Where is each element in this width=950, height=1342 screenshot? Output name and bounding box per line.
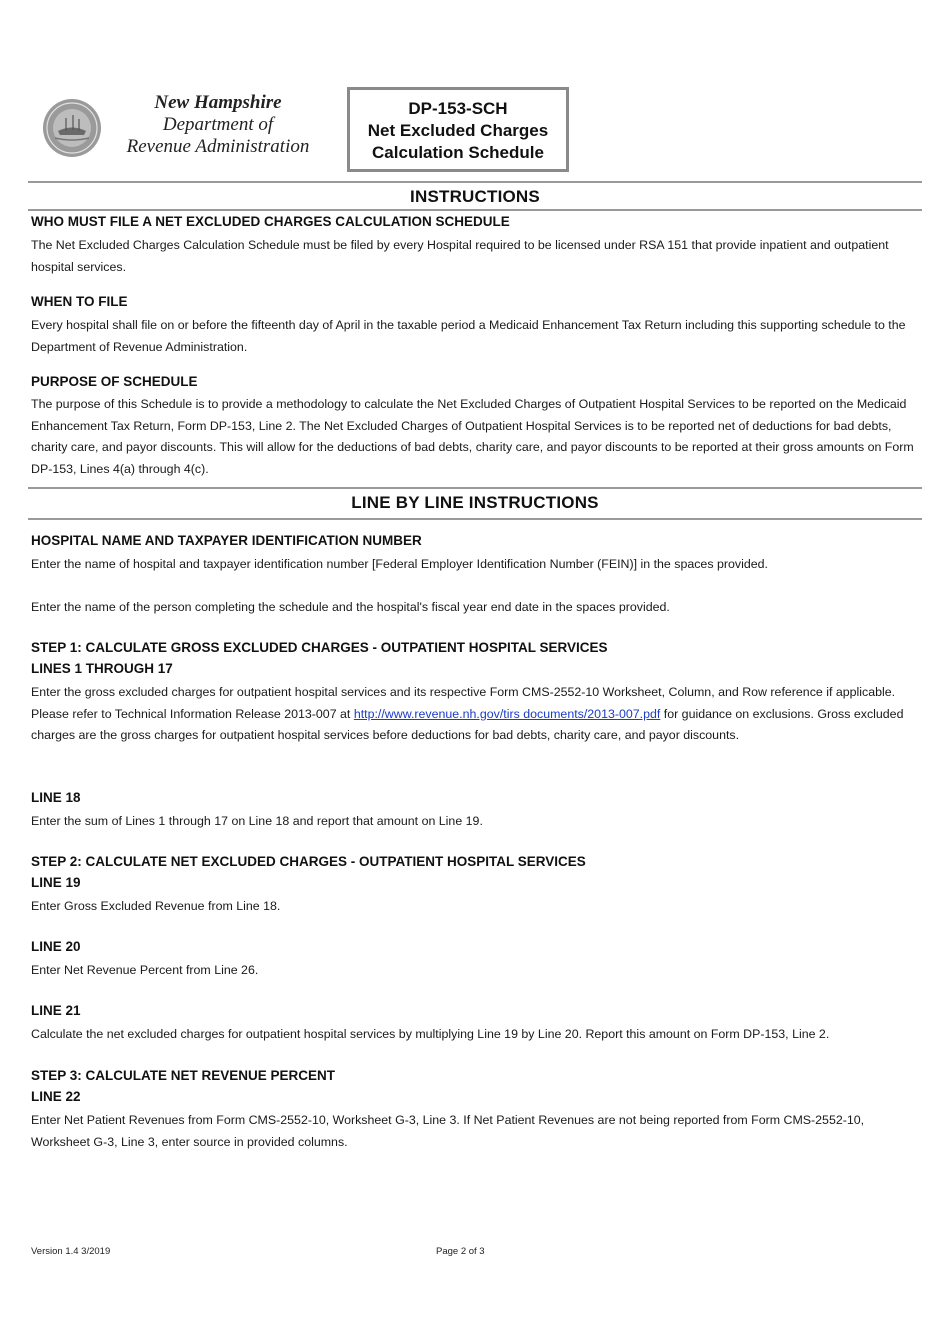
line-by-line-title: LINE BY LINE INSTRUCTIONS — [351, 493, 599, 512]
person-completing-text: Enter the name of the person completing the schedule and the hospital's fiscal year end date in the spaces provided. — [31, 600, 670, 614]
agency-dept: Department of — [162, 114, 274, 135]
form-title-line-1: Net Excluded Charges — [367, 121, 549, 140]
line22-text: Enter Net Patient Revenues from Form CMS-2552-10, Worksheet G-3, Line 3. If Net Patient Revenues are not being reported from Form CMS-2552-10, Worksheet G-3, Line 3, enter source in provided columns. — [31, 1113, 865, 1149]
divider — [28, 209, 922, 211]
agency-unit: Revenue Administration — [126, 136, 310, 157]
line18-text: Enter the sum of Lines 1 through 17 on Line 18 and report that amount on Line 19. — [31, 814, 483, 828]
who-must-file-text: The Net Excluded Charges Calculation Schedule must be filed by every Hospital required to be licensed under RSA 151 that provide inpatient and outpatient hospital services. — [31, 238, 889, 274]
divider — [28, 487, 922, 489]
line21-heading: LINE 21 — [31, 1003, 81, 1018]
step2-heading: STEP 2: CALCULATE NET EXCLUDED CHARGES - OUTPATIENT HOSPITAL SERVICES — [31, 854, 586, 869]
step3-heading: STEP 3: CALCULATE NET REVENUE PERCENT — [31, 1068, 336, 1083]
instructions-title: INSTRUCTIONS — [410, 187, 540, 206]
line20-text: Enter Net Revenue Percent from Line 26. — [31, 963, 259, 977]
step1-text-b: for guidance on exclusions. Gross excluded charges are the gross charges for outpatient hospital services before deductions for bad debts, charity care, and payor discounts. — [31, 706, 904, 742]
line19-text: Enter Gross Excluded Revenue from Line 18. — [31, 899, 281, 913]
step1-subheading: LINES 1 THROUGH 17 — [31, 661, 173, 676]
form-title-box — [347, 87, 569, 172]
who-must-file-heading: WHO MUST FILE A NET EXCLUDED CHARGES CALCULATION SCHEDULE — [31, 214, 510, 229]
divider — [28, 518, 922, 520]
form-title-line-2: Calculation Schedule — [372, 143, 544, 162]
form-number: DP-153-SCH — [408, 99, 508, 118]
version-label: Version 1.4 3/2019 — [31, 1246, 111, 1257]
purpose-heading: PURPOSE OF SCHEDULE — [31, 374, 198, 389]
line19-heading: LINE 19 — [31, 875, 81, 890]
when-to-file-heading: WHEN TO FILE — [31, 294, 128, 309]
page-number: Page 2 of 3 — [436, 1246, 485, 1257]
line22-heading: LINE 22 — [31, 1089, 81, 1104]
line21-text: Calculate the net excluded charges for outpatient hospital services by multiplying Line 19 by Line 20. Report this amount on Form DP-153, Line 2. — [31, 1027, 830, 1041]
step1-text — [31, 682, 919, 747]
agency-state: New Hampshire — [154, 92, 282, 113]
when-to-file-text: Every hospital shall file on or before the fifteenth day of April in the taxable period a Medicaid Enhancement Tax Return including this supporting schedule to the Department of Revenue Administration. — [31, 318, 906, 354]
hospital-name-heading: HOSPITAL NAME AND TAXPAYER IDENTIFICATION NUMBER — [31, 533, 422, 548]
divider — [28, 181, 922, 183]
tir-link[interactable]: http://www.revenue.nh.gov/tirs documents/2013-007.pdf — [353, 706, 661, 721]
hospital-name-text: Enter the name of hospital and taxpayer identification number [Federal Employer Identification Number (FEIN)] in the spaces provided. — [31, 557, 768, 571]
state-seal-icon — [42, 98, 102, 158]
line20-heading: LINE 20 — [31, 939, 81, 954]
purpose-text: The purpose of this Schedule is to provide a methodology to calculate the Net Excluded Charges of Outpatient Hospital Services to be reported on the Medicaid Enhancement Tax Return, Form DP-153, Line 2. The Net Excluded Charges of Outpatient Hospital Services is to be reported net of deductions for bad debts, charity care, and payor discounts. This will allow for the deductions of bad debts, charity care, and payor discounts to be reported at their gross amounts on Form DP-153, Lines 4(a) through 4(c). — [31, 397, 914, 476]
line18-heading: LINE 18 — [31, 790, 81, 805]
step1-heading: STEP 1: CALCULATE GROSS EXCLUDED CHARGES - OUTPATIENT HOSPITAL SERVICES — [31, 640, 608, 655]
agency-name — [112, 92, 324, 158]
step1-text-a: Enter the gross excluded charges for outpatient hospital services and its respective Form CMS-2552-10 Worksheet, Column, and Row reference if applicable. Please refer to Technical Information Release 2013-007 at — [31, 685, 896, 721]
